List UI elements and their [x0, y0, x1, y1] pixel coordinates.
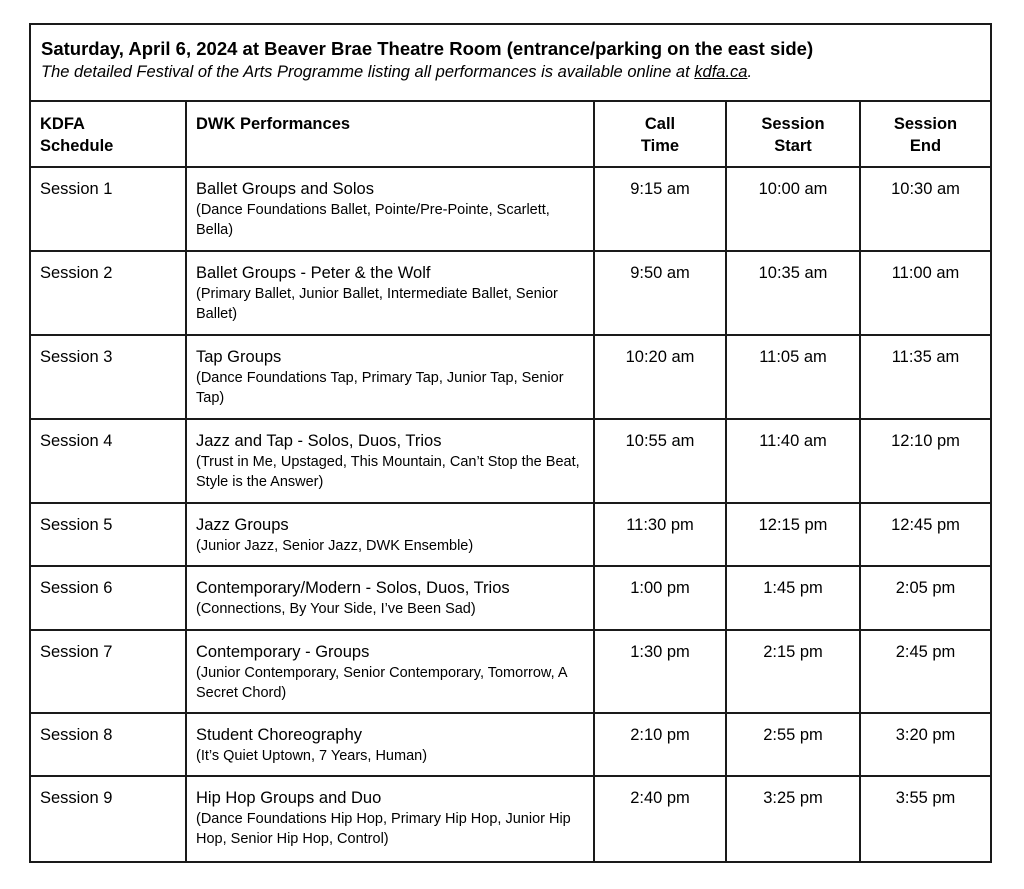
table-header-row: [31, 102, 990, 167]
event-banner: [31, 25, 990, 102]
call-time-cell: 1:30 pm: [594, 630, 726, 713]
call-time-cell: 9:15 am: [594, 167, 726, 251]
table-row: [31, 503, 990, 566]
table-row: [31, 419, 990, 503]
session-end-cell: 11:00 am: [860, 251, 990, 335]
table-row: [31, 630, 990, 713]
performance-detail: (It’s Quiet Uptown, 7 Years, Human): [196, 748, 428, 764]
session-end-cell: 3:55 pm: [860, 776, 990, 861]
table-row: [31, 566, 990, 630]
performance-title: Ballet Groups and Solos: [196, 180, 374, 198]
session-end-cell: 2:45 pm: [860, 630, 990, 713]
performance-detail: (Junior Jazz, Senior Jazz, DWK Ensemble): [196, 538, 474, 554]
session-start-cell: 2:55 pm: [726, 713, 860, 776]
session-start-cell: 12:15 pm: [726, 503, 860, 566]
performance-cell: [186, 630, 594, 713]
performance-detail: (Dance Foundations Hip Hop, Primary Hip Hop, Junior Hip Hop, Senior Hip Hop, Control): [196, 811, 571, 847]
session-cell: Session 1: [31, 167, 186, 251]
session-start-cell: 10:00 am: [726, 167, 860, 251]
performance-title: Ballet Groups - Peter & the Wolf: [196, 264, 431, 282]
table-row: [31, 167, 990, 251]
performance-detail: (Connections, By Your Side, I’ve Been Sad): [196, 601, 476, 617]
performance-title: Tap Groups: [196, 348, 282, 366]
header-call-time-line1: Call: [644, 115, 676, 133]
call-time-cell: 11:30 pm: [594, 503, 726, 566]
performance-cell: [186, 167, 594, 251]
session-end-cell: 12:45 pm: [860, 503, 990, 566]
performance-title: Contemporary/Modern - Solos, Duos, Trios: [196, 579, 510, 597]
performance-title: Jazz Groups: [196, 516, 289, 534]
performance-detail: (Dance Foundations Ballet, Pointe/Pre-Pointe, Scarlett, Bella): [196, 202, 550, 238]
performance-cell: [186, 335, 594, 419]
session-end-cell: 2:05 pm: [860, 566, 990, 630]
table-row: [31, 713, 990, 776]
call-time-cell: 10:55 am: [594, 419, 726, 503]
header-session-end-line2: End: [909, 137, 942, 155]
call-time-cell: 9:50 am: [594, 251, 726, 335]
call-time-cell: 10:20 am: [594, 335, 726, 419]
session-start-cell: 2:15 pm: [726, 630, 860, 713]
header-session-start: [726, 102, 860, 167]
session-cell: Session 6: [31, 566, 186, 630]
session-cell: Session 7: [31, 630, 186, 713]
session-start-cell: 10:35 am: [726, 251, 860, 335]
programme-note-suffix: .: [747, 63, 753, 81]
performance-cell: [186, 503, 594, 566]
session-cell: Session 8: [31, 713, 186, 776]
header-session-start-line2: Start: [774, 137, 812, 155]
header-kdfa-schedule-line2: Schedule: [40, 137, 114, 155]
performance-title: Jazz and Tap - Solos, Duos, Trios: [196, 432, 442, 450]
event-title: Saturday, April 6, 2024 at Beaver Brae Theatre Room (entrance/parking on the east side): [41, 38, 814, 59]
session-cell: Session 3: [31, 335, 186, 419]
header-kdfa-schedule: [31, 102, 186, 167]
session-start-cell: 3:25 pm: [726, 776, 860, 861]
session-start-cell: 1:45 pm: [726, 566, 860, 630]
call-time-cell: 2:10 pm: [594, 713, 726, 776]
performance-cell: [186, 419, 594, 503]
performance-title: Contemporary - Groups: [196, 643, 370, 661]
header-kdfa-schedule-line1: KDFA: [40, 115, 85, 133]
programme-note-text: The detailed Festival of the Arts Programme listing all performances is available online at: [41, 63, 695, 81]
performance-cell: [186, 566, 594, 630]
session-start-cell: 11:40 am: [726, 419, 860, 503]
header-call-time: [594, 102, 726, 167]
header-dwk-performances: DWK Performances: [186, 102, 594, 167]
programme-note: [41, 61, 990, 83]
call-time-cell: 1:00 pm: [594, 566, 726, 630]
table-row: [31, 335, 990, 419]
performance-cell: [186, 251, 594, 335]
session-start-cell: 11:05 am: [726, 335, 860, 419]
session-cell: Session 5: [31, 503, 186, 566]
schedule-document: [29, 23, 992, 863]
header-session-end: [860, 102, 990, 167]
performance-title: Hip Hop Groups and Duo: [196, 789, 382, 807]
performance-detail: (Trust in Me, Upstaged, This Mountain, Can’t Stop the Beat, Style is the Answer): [196, 454, 580, 490]
session-end-cell: 11:35 am: [860, 335, 990, 419]
performance-detail: (Primary Ballet, Junior Ballet, Intermediate Ballet, Senior Ballet): [196, 286, 558, 322]
header-call-time-line2: Time: [640, 137, 680, 155]
performance-cell: [186, 713, 594, 776]
session-cell: Session 9: [31, 776, 186, 861]
table-row: [31, 251, 990, 335]
header-session-end-line1: Session: [893, 115, 958, 133]
performance-detail: (Junior Contemporary, Senior Contemporary, Tomorrow, A Secret Chord): [196, 665, 567, 701]
session-end-cell: 10:30 am: [860, 167, 990, 251]
session-end-cell: 3:20 pm: [860, 713, 990, 776]
performance-cell: [186, 776, 594, 861]
call-time-cell: 2:40 pm: [594, 776, 726, 861]
performance-detail: (Dance Foundations Tap, Primary Tap, Junior Tap, Senior Tap): [196, 370, 564, 406]
kdfa-link[interactable]: kdfa.ca: [694, 63, 748, 81]
schedule-table: [31, 102, 990, 861]
session-end-cell: 12:10 pm: [860, 419, 990, 503]
session-cell: Session 4: [31, 419, 186, 503]
header-session-start-line1: Session: [761, 115, 825, 133]
performance-title: Student Choreography: [196, 726, 363, 744]
session-cell: Session 2: [31, 251, 186, 335]
table-row: [31, 776, 990, 861]
